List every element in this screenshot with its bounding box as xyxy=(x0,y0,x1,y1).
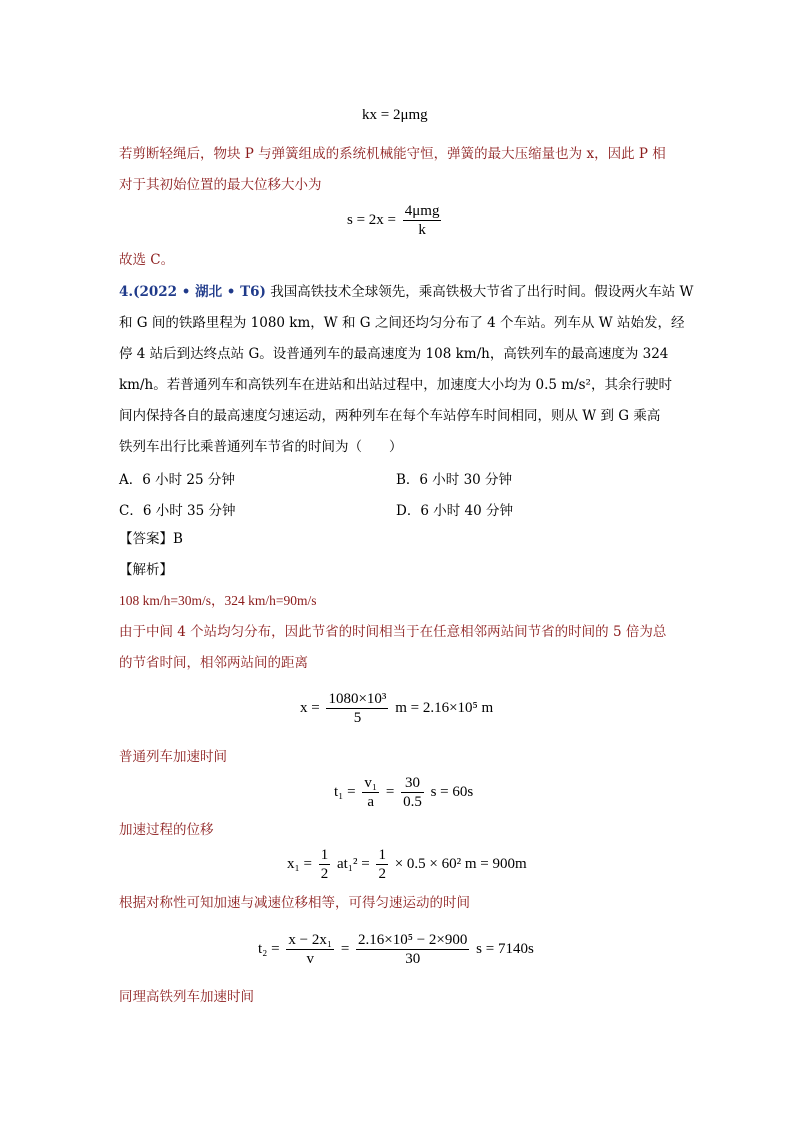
question-line: 和 G 间的铁路里程为 1080 km，W 和 G 之间还均匀分布了 4 个车站。列车从 W 站始发，经 xyxy=(119,315,685,331)
equation-station-distance xyxy=(300,690,493,727)
fraction-numerator: 4μmg xyxy=(404,203,440,219)
paragraph-line: 加速过程的位移 xyxy=(119,822,214,838)
fraction xyxy=(362,774,379,811)
fraction xyxy=(401,774,424,811)
fraction xyxy=(376,846,388,883)
fraction-denominator: a xyxy=(367,794,375,810)
fraction xyxy=(286,931,334,968)
paragraph-line: 的节省时间，相邻两站间的距离 xyxy=(119,655,308,671)
equation-rhs: s = 7140s xyxy=(476,940,534,957)
fraction-denominator: 0.5 xyxy=(403,794,422,810)
equation-lhs: t₁ = xyxy=(334,783,356,800)
equation-lhs: s = 2x = xyxy=(347,211,397,228)
paragraph-line: 对于其初始位置的最大位移大小为 xyxy=(119,177,322,193)
paragraph-line: 同理高铁列车加速时间 xyxy=(119,989,254,1005)
question-first-line xyxy=(119,282,693,302)
answer-label: 【答案】B xyxy=(119,531,183,547)
fraction-denominator: 30 xyxy=(405,951,421,967)
fraction-numerator: x − 2x₁ xyxy=(288,932,333,948)
analysis-label: 【解析】 xyxy=(119,562,173,578)
fraction-denominator: 5 xyxy=(353,710,362,726)
equation-lhs: x = xyxy=(300,699,320,716)
equation-middle: at₁² = xyxy=(336,855,370,872)
fraction-numerator: 1 xyxy=(320,847,329,863)
option-b: B．6 小时 30 分钟 xyxy=(396,472,513,488)
paragraph-line: 若剪断轻绳后，物块 P 与弹簧组成的系统机械能守恒，弹簧的最大压缩量也为 x，因此 P 相 xyxy=(119,146,666,162)
fraction-numerator: 30 xyxy=(401,774,424,793)
question-line: km/h。若普通列车和高铁列车在进站和出站过程中，加速度大小均为 0.5 m/s²，其余行驶时 xyxy=(119,377,672,393)
paragraph-line: 普通列车加速时间 xyxy=(119,749,227,765)
equation-lhs: x₁ = xyxy=(287,855,312,872)
fraction-numerator: v₁ xyxy=(364,775,378,791)
question-number: 4.(2022 • 湖北 • T6) xyxy=(119,284,266,300)
question-text: 我国高铁技术全球领先，乘高铁极大节省了出行时间。假设两火车站 W xyxy=(270,284,694,300)
fraction-numerator: 2.16×10⁵ − 2×900 xyxy=(358,932,468,948)
equation-max-displacement xyxy=(347,202,444,239)
option-d: D．6 小时 40 分钟 xyxy=(396,503,513,519)
option-a: A．6 小时 25 分钟 xyxy=(119,472,235,488)
fraction-numerator: 1080×10³ xyxy=(328,691,387,707)
fraction xyxy=(356,931,469,968)
question-line: 间内保持各自的最高速度匀速运动，两种列车在每个车站停车时间相同，则从 W 到 G 乘高 xyxy=(119,408,661,424)
fraction-denominator: k xyxy=(418,222,426,238)
question-line: 停 4 站后到达终点站 G。设普通列车的最高速度为 108 km/h，高铁列车的最高速度为 324 xyxy=(119,346,669,362)
conclusion-text: 故选 C。 xyxy=(119,252,175,268)
equation-accel-displacement xyxy=(287,846,527,883)
paragraph-line: 由于中间 4 个站均匀分布，因此节省的时间相当于在任意相邻两站间节省的时间的 5 倍为总 xyxy=(119,624,667,640)
equation-rhs: s = 60s xyxy=(430,783,474,800)
fraction-denominator: v xyxy=(306,951,314,967)
paragraph-line: 根据对称性可知加速与减速位移相等，可得匀速运动的时间 xyxy=(119,895,470,911)
equation-accel-time xyxy=(334,774,473,811)
equation-lhs: t₂ = xyxy=(258,940,280,957)
fraction-denominator: 2 xyxy=(320,866,329,882)
equation-rhs: m = 2.16×10⁵ m xyxy=(395,699,494,716)
equation-rhs: × 0.5 × 60² m = 900m xyxy=(394,855,527,872)
equals-sign: = xyxy=(340,940,350,957)
question-line: 铁列车出行比乘普通列车节省的时间为（ ） xyxy=(119,439,403,455)
option-c: C．6 小时 35 分钟 xyxy=(119,503,236,519)
fraction xyxy=(319,846,331,883)
equation-text: kx = 2μmg xyxy=(362,107,428,123)
equation-uniform-time xyxy=(258,931,534,968)
equals-sign: = xyxy=(385,783,395,800)
fraction xyxy=(403,202,442,239)
fraction-numerator: 1 xyxy=(378,847,386,863)
fraction xyxy=(326,690,388,727)
equation-spring-force xyxy=(362,107,428,124)
unit-conversion: 108 km/h=30m/s，324 km/h=90m/s xyxy=(119,593,317,608)
fraction-denominator: 2 xyxy=(378,866,386,882)
